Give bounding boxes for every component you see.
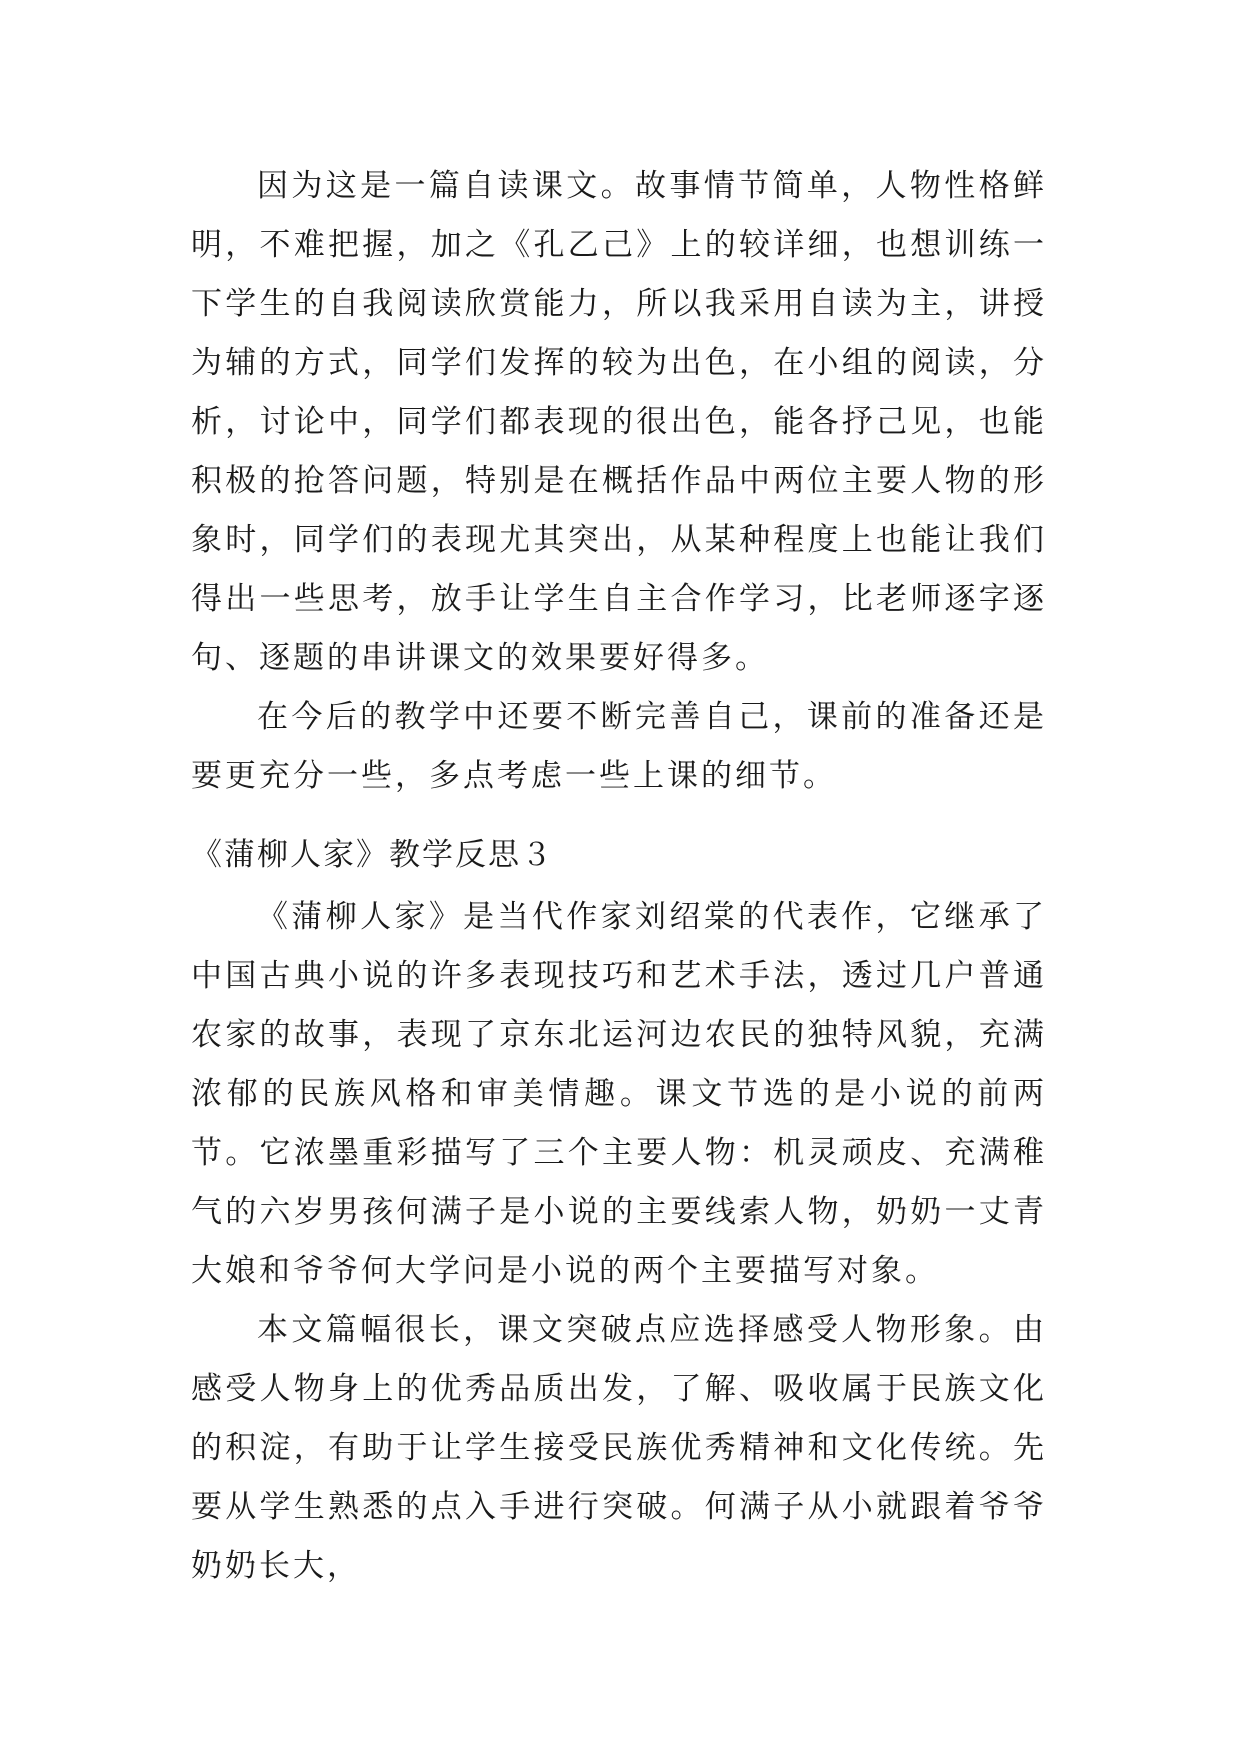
paragraph-novel-introduction: 《蒲柳人家》是当代作家刘绍棠的代表作，它继承了中国古典小说的许多表现技巧和艺术手法，透过几户普通农家的故事，表现了京东北运河边农民的独特风貌，充满浓郁的民族风格和审美情趣。课文节选的是小说的前两节。它浓墨重彩描写了三个主要人物：机灵顽皮、充满稚气的六岁男孩何满子是小说的主要线索人物，奶奶一丈青大娘和爷爷何大学问是小说的两个主要描写对象。	[191, 899, 1047, 1289]
reflection-body-section-2	[191, 888, 1047, 1596]
paragraph-teaching-approach: 本文篇幅很长，课文突破点应选择感受人物形象。由感受人物身上的优秀品质出发，了解、吸收属于民族文化的积淀，有助于让学生接受民族优秀精神和文化传统。先要从学生熟悉的点入手进行突破。何满子从小就跟着爷爷奶奶长大，	[191, 1312, 1047, 1584]
paragraph-self-reading: 因为这是一篇自读课文。故事情节简单，人物性格鲜明，不难把握，加之《孔乙己》上的较详细，也想训练一下学生的自我阅读欣赏能力，所以我采用自读为主，讲授为辅的方式，同学们发挥的较为出色，在小组的阅读，分析，讨论中，同学们都表现的很出色，能各抒己见，也能积极的抢答问题，特别是在概括作品中两位主要人物的形象时，同学们的表现尤其突出，从某种程度上也能让我们得出一些思考，放手让学生自主合作学习，比老师逐字逐句、逐题的串讲课文的效果要好得多。	[191, 168, 1047, 676]
reflection-body-section-1	[191, 157, 1047, 806]
section-heading: 《蒲柳人家》教学反思３	[191, 837, 554, 873]
paragraph-future-improvement: 在今后的教学中还要不断完善自己，课前的准备还是要更充分一些，多点考虑一些上课的细节。	[191, 699, 1047, 794]
